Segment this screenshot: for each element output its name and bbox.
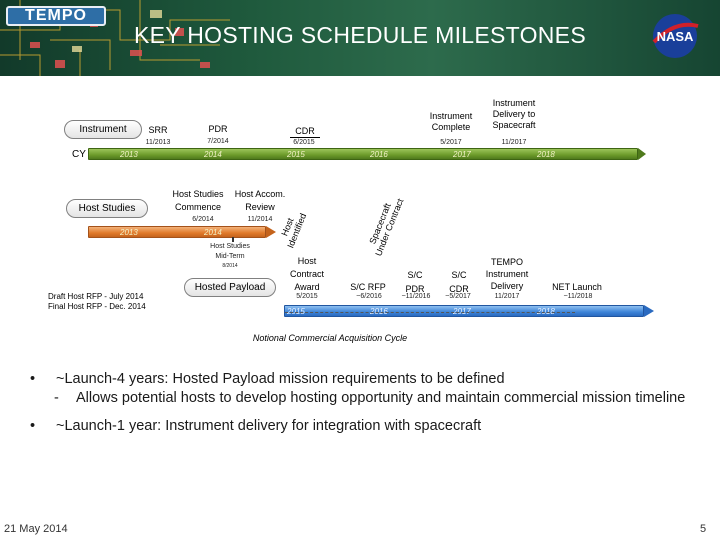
host-studies-pill: Host Studies bbox=[66, 199, 148, 218]
instrument-bar bbox=[88, 148, 638, 160]
host-identified-text: Host Identified bbox=[279, 211, 309, 250]
milestone-cdr-date: 6/2015 bbox=[293, 139, 315, 146]
hp-year-2016: 2016 bbox=[370, 307, 388, 316]
milestone-sc-cdr-text: S/C CDR bbox=[449, 270, 469, 294]
bullet-list bbox=[30, 370, 700, 436]
host-identified-label bbox=[276, 208, 308, 249]
year-2017: 2017 bbox=[453, 150, 471, 159]
milestone-instrument-complete-date: 5/2017 bbox=[440, 139, 462, 146]
tempo-logo-icon: TEMPO bbox=[6, 6, 106, 26]
milestone-instrument-delivery-label bbox=[482, 98, 546, 131]
sub-bullet-text: Allows potential hosts to develop hosting opportunity and maintain commercial mission timeline bbox=[76, 390, 686, 406]
milestone-host-studies-midterm-text: Host Studies Mid-Term bbox=[210, 243, 250, 260]
milestone-sc-pdr-text: S/C PDR bbox=[405, 270, 425, 294]
bullet-text: ~Launch-1 year: Instrument delivery for integration with spacecraft bbox=[56, 418, 482, 434]
spacecraft-under-contract-text: Spacecraft Under Contract bbox=[367, 197, 406, 258]
page-number: 5 bbox=[700, 523, 707, 535]
host-studies-bar-arrow bbox=[266, 226, 276, 238]
milestone-instrument-delivery-text: Instrument Delivery to Spacecraft bbox=[492, 98, 536, 130]
instrument-pill: Instrument bbox=[64, 120, 142, 139]
hs-year-2014: 2014 bbox=[204, 228, 222, 237]
milestone-sc-rfp-label: S/C RFP bbox=[350, 282, 386, 292]
milestone-sc-cdr-label bbox=[444, 268, 474, 296]
year-2015: 2015 bbox=[287, 150, 305, 159]
host-studies-bar bbox=[88, 226, 266, 238]
milestone-instrument-complete-label bbox=[420, 111, 482, 133]
hp-year-2015: 2015 bbox=[287, 307, 305, 316]
cy-label: CY bbox=[72, 149, 86, 160]
milestone-srr-label: SRR bbox=[148, 125, 168, 135]
cycle-divider bbox=[285, 312, 575, 313]
final-host-rfp-note: Final Host RFP - Dec. 2014 bbox=[48, 302, 146, 311]
bullet-text: ~Launch-4 years: Hosted Payload mission requirements to be defined bbox=[56, 371, 505, 387]
milestone-host-accom-review-text: Host Accom. Review bbox=[234, 189, 286, 212]
bullet-icon: • bbox=[30, 418, 36, 434]
milestone-srr-date: 11/2013 bbox=[145, 139, 171, 146]
milestone-net-launch-label: NET Launch bbox=[552, 282, 602, 292]
header-banner bbox=[0, 0, 720, 76]
milestone-host-contract-award-date: 5/2015 bbox=[296, 293, 318, 300]
dash-icon: - bbox=[54, 390, 59, 406]
milestone-sc-pdr-label bbox=[400, 268, 430, 296]
page-title: KEY HOSTING SCHEDULE MILESTONES bbox=[134, 22, 586, 48]
milestone-tempo-delivery-text: TEMPO Instrument Delivery bbox=[485, 257, 529, 291]
hosted-payload-pill: Hosted Payload bbox=[184, 278, 276, 297]
milestone-host-studies-commence-date: 6/2014 bbox=[192, 216, 214, 223]
milestone-cdr-label: CDR bbox=[290, 126, 320, 138]
hosted-payload-bar-arrow bbox=[644, 305, 654, 317]
hs-year-2013: 2013 bbox=[120, 228, 138, 237]
year-2013: 2013 bbox=[120, 150, 138, 159]
milestone-host-contract-award-text: Host Contract Award bbox=[289, 256, 324, 292]
milestone-host-studies-midterm-date: 8/2014 bbox=[222, 263, 238, 269]
sub-bullet-item bbox=[30, 390, 700, 407]
milestone-host-studies-commence-label bbox=[166, 188, 230, 214]
bullet-icon: • bbox=[30, 371, 36, 387]
hp-year-2018: 2018 bbox=[537, 307, 555, 316]
spacecraft-under-contract-label bbox=[364, 193, 405, 257]
year-2016: 2016 bbox=[370, 150, 388, 159]
milestone-net-launch-date: ~11/2018 bbox=[563, 293, 593, 300]
bullet-item bbox=[30, 370, 700, 389]
cycle-caption: Notional Commercial Acquisition Cycle bbox=[252, 333, 408, 343]
milestone-instrument-complete-text: Instrument Complete bbox=[429, 111, 473, 132]
footer-date: 21 May 2014 bbox=[4, 523, 68, 535]
svg-text:NASA: NASA bbox=[656, 29, 694, 44]
milestone-instrument-delivery-date: 11/2017 bbox=[501, 139, 527, 146]
milestone-host-accom-review-date: 11/2014 bbox=[247, 216, 273, 223]
milestone-host-studies-commence-text: Host Studies Commence bbox=[172, 189, 224, 212]
hp-year-2017: 2017 bbox=[453, 307, 471, 316]
milestone-host-studies-midterm-label bbox=[198, 242, 262, 262]
milestone-sc-rfp-date: ~6/2016 bbox=[356, 293, 382, 300]
milestone-pdr-date: 7/2014 bbox=[207, 138, 229, 145]
nasa-logo-icon bbox=[648, 12, 702, 60]
instrument-bar-arrow bbox=[638, 148, 646, 160]
milestone-tempo-delivery-label bbox=[478, 256, 536, 292]
milestone-host-accom-review-label bbox=[230, 188, 290, 214]
bullet-item bbox=[30, 417, 700, 436]
year-2018: 2018 bbox=[537, 150, 555, 159]
milestone-sc-cdr-date: ~5/2017 bbox=[445, 293, 471, 300]
milestone-sc-pdr-date: ~11/2016 bbox=[401, 293, 431, 300]
milestone-tempo-delivery-date: 11/2017 bbox=[494, 293, 520, 300]
milestone-host-contract-award-label bbox=[282, 255, 332, 294]
year-2014: 2014 bbox=[204, 150, 222, 159]
draft-host-rfp-note: Draft Host RFP - July 2014 bbox=[48, 292, 144, 301]
milestone-pdr-label: PDR bbox=[208, 124, 228, 134]
